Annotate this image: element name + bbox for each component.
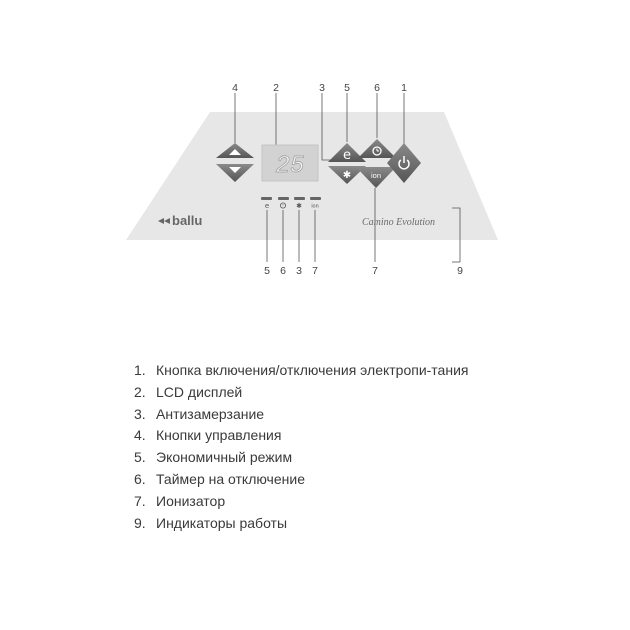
legend-item — [134, 491, 496, 513]
legend-text: Ионизатор — [156, 492, 226, 509]
legend-text: Кнопка включения/отключения электропи-тания — [156, 362, 469, 378]
callout-bottom-7a: 7 — [312, 265, 318, 277]
legend-item — [134, 513, 496, 535]
lcd-display — [262, 145, 318, 181]
legend-list — [134, 360, 496, 534]
legend-number: 1. — [134, 362, 146, 378]
callout-top-2: 2 — [273, 82, 279, 94]
legend-number: 7. — [134, 492, 146, 509]
temperature-readout: 25 — [275, 153, 305, 180]
legend-item — [134, 447, 496, 469]
legend-item — [134, 469, 496, 491]
legend-item — [134, 425, 496, 447]
callout-top-4: 4 — [232, 82, 238, 94]
eco-indicator-led — [261, 197, 272, 200]
snowflake-indicator-icon: ✱ — [296, 202, 302, 210]
legend-text: Экономичный режим — [156, 449, 293, 466]
legend-text: Антизамерзание — [156, 405, 265, 422]
callout-bottom-3: 3 — [296, 265, 302, 277]
callout-top-6: 6 — [374, 82, 380, 94]
legend-number: 5. — [134, 449, 146, 466]
snowflake-icon: ✱ — [342, 170, 352, 181]
ion-button-label: ion — [370, 171, 382, 180]
eco-icon: e — [343, 148, 351, 163]
legend-item — [134, 382, 496, 404]
callout-top-5: 5 — [344, 82, 350, 94]
legend-number: 2. — [134, 383, 146, 400]
callout-top-1: 1 — [401, 82, 407, 94]
eco-indicator-icon: e — [264, 202, 270, 210]
timer-indicator-led — [278, 197, 289, 200]
legend-text: Таймер на отключение — [156, 470, 305, 487]
callout-bottom-5: 5 — [264, 265, 270, 277]
callout-bottom-6: 6 — [280, 265, 286, 277]
legend-item — [134, 404, 496, 426]
legend-number: 4. — [134, 427, 146, 444]
legend-text: LCD дисплей — [156, 383, 243, 400]
legend-number: 3. — [134, 405, 146, 422]
legend-item — [134, 360, 496, 382]
antifreeze-indicator-led — [294, 197, 305, 200]
legend-text: Кнопки управления — [156, 427, 282, 444]
legend-text: Индикаторы работы — [156, 514, 288, 531]
legend-number: 6. — [134, 470, 146, 487]
ion-indicator-led — [310, 197, 321, 200]
callout-bottom-7b: 7 — [372, 265, 378, 277]
ballu-logo-text: ballu — [172, 213, 203, 228]
series-script: Camino Evolution — [362, 217, 436, 228]
callout-bottom-9: 9 — [457, 265, 463, 277]
ion-indicator-label: ion — [311, 203, 319, 210]
legend-number: 9. — [134, 514, 146, 531]
callout-top-3: 3 — [319, 82, 325, 94]
